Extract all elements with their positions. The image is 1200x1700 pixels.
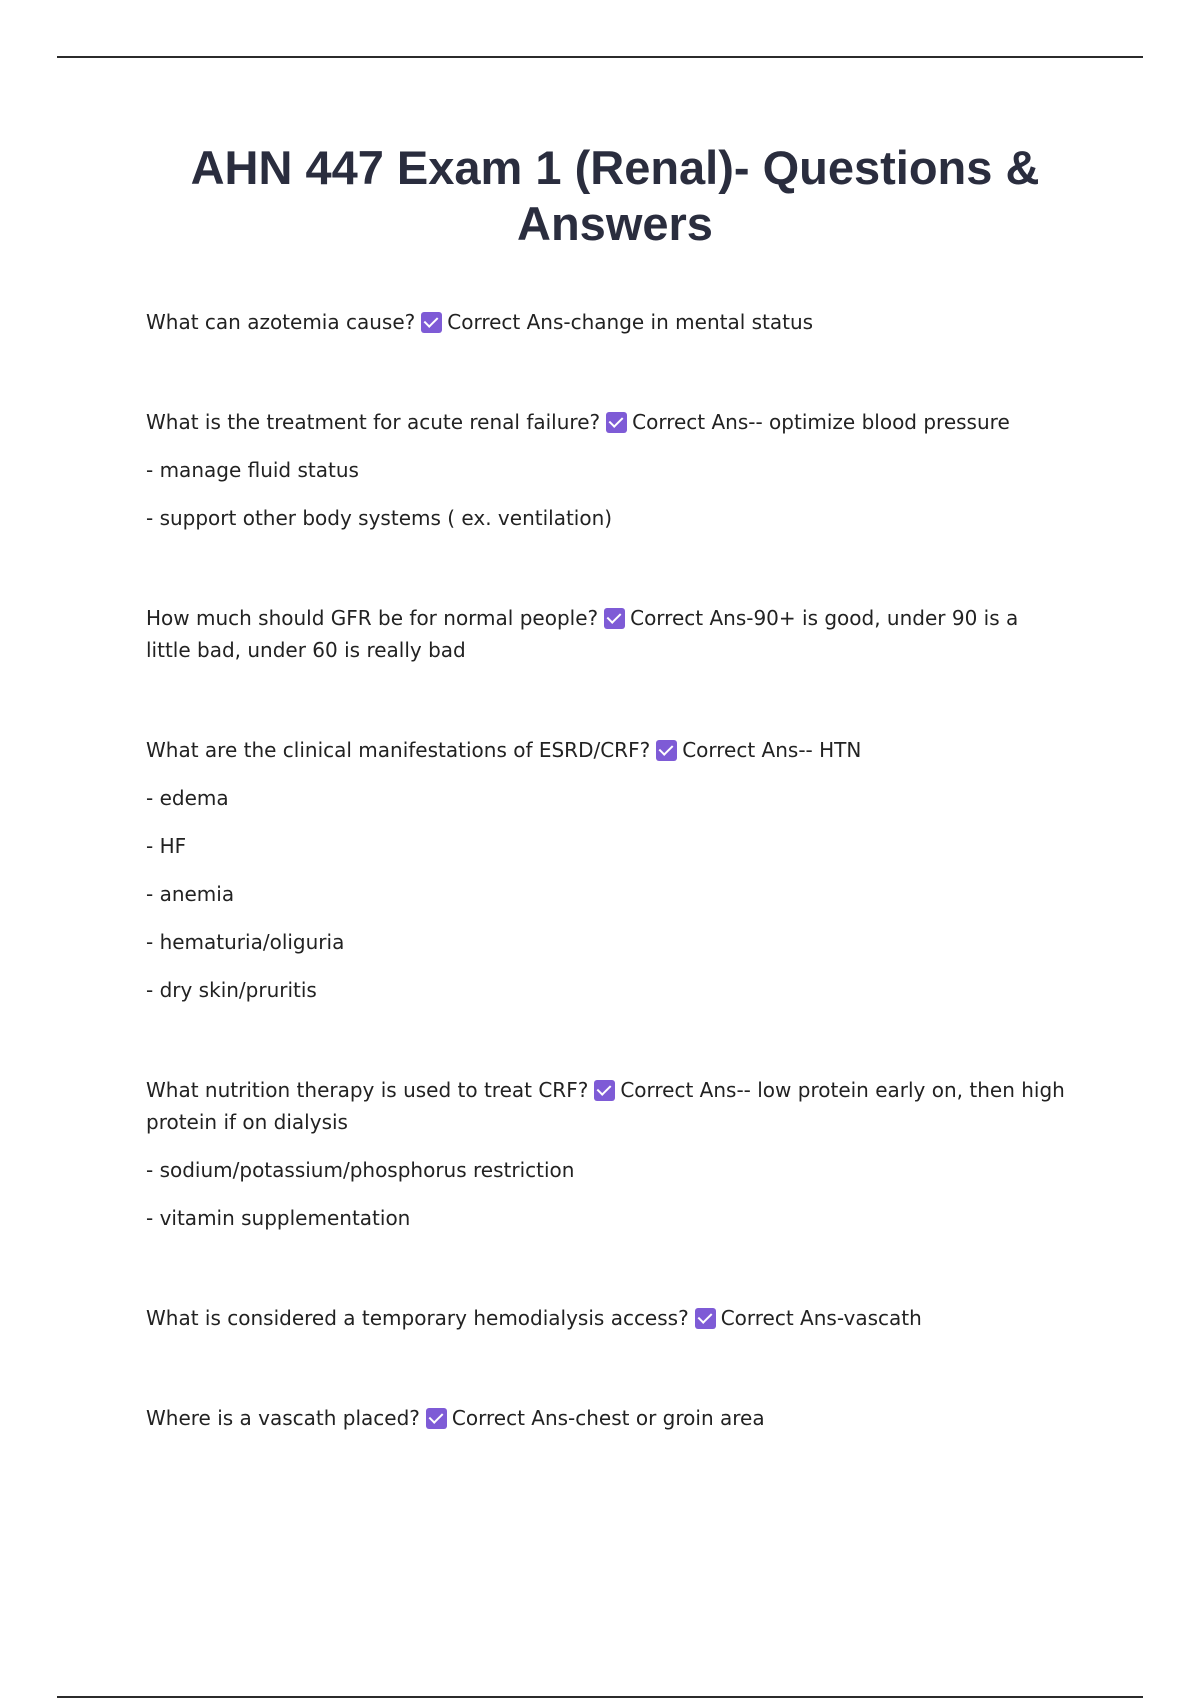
question-text: What can azotemia cause? (146, 310, 416, 334)
qa-item (146, 602, 1066, 666)
checkmark-icon (426, 1408, 447, 1429)
answer-text: Correct Ans-90+ is good, under 90 is a little bad, under 60 is really bad (146, 606, 1019, 662)
checkmark-icon (656, 740, 677, 761)
answer-text: Correct Ans-- HTN (682, 738, 862, 762)
answer-detail-line: - edema (146, 786, 229, 810)
question-text: What is considered a temporary hemodialysis access? (146, 1306, 689, 1330)
answer-text: Correct Ans-- low protein early on, then high protein if on dialysis (146, 1078, 1065, 1134)
answer-detail-line: - hematuria/oliguria (146, 930, 345, 954)
answer-detail-line: - dry skin/pruritis (146, 978, 317, 1002)
checkmark-icon (606, 412, 627, 433)
question-text: What nutrition therapy is used to treat CRF? (146, 1078, 589, 1102)
question-text: How much should GFR be for normal people? (146, 606, 599, 630)
page-title: AHN 447 Exam 1 (Renal)- Questions & Answers (190, 141, 1040, 250)
checkmark-icon (421, 312, 442, 333)
answer-text: Correct Ans-- optimize blood pressure (632, 410, 1010, 434)
answer-detail-line: - anemia (146, 882, 235, 906)
question-text: What is the treatment for acute renal failure? (146, 410, 601, 434)
qa-item (146, 306, 1066, 338)
bottom-rule (57, 1696, 1143, 1698)
qa-line (146, 1074, 1066, 1138)
qa-line (146, 602, 1066, 666)
qa-line (146, 734, 1066, 766)
answer-text: Correct Ans-change in mental status (447, 310, 814, 334)
top-rule (57, 56, 1143, 58)
answer-detail-line: - support other body systems ( ex. ventilation) (146, 506, 613, 530)
qa-line (146, 1302, 1066, 1334)
qa-item (146, 734, 1066, 1006)
question-text: What are the clinical manifestations of ESRD/CRF? (146, 738, 651, 762)
qa-item (146, 406, 1066, 534)
qa-item (146, 1402, 1066, 1434)
answer-detail-line: - manage fluid status (146, 458, 359, 482)
checkmark-icon (695, 1308, 716, 1329)
qa-list (146, 306, 1066, 1434)
qa-item (146, 1074, 1066, 1234)
answer-detail-line: - vitamin supplementation (146, 1206, 411, 1230)
qa-line (146, 1402, 1066, 1434)
answer-detail-line: - sodium/potassium/phosphorus restriction (146, 1158, 575, 1182)
checkmark-icon (594, 1080, 615, 1101)
question-text: Where is a vascath placed? (146, 1406, 420, 1430)
qa-line (146, 406, 1066, 438)
answer-text: Correct Ans-chest or groin area (451, 1406, 765, 1430)
qa-item (146, 1302, 1066, 1334)
qa-line (146, 306, 1066, 338)
checkmark-icon (604, 608, 625, 629)
answer-detail-line: - HF (146, 834, 187, 858)
answer-text: Correct Ans-vascath (720, 1306, 922, 1330)
